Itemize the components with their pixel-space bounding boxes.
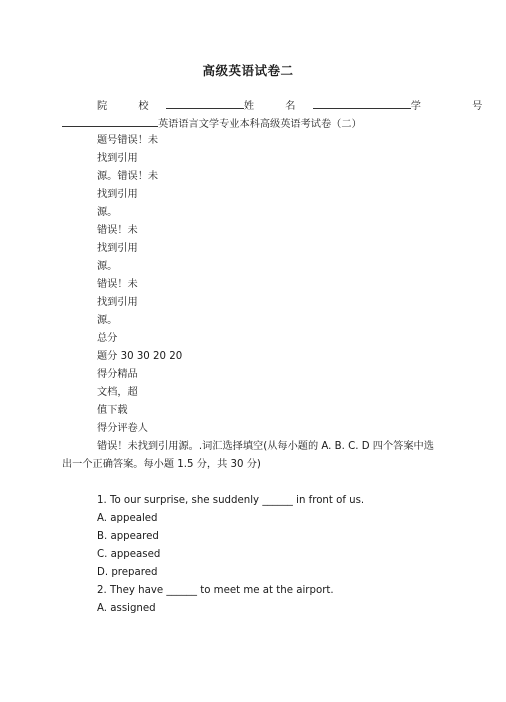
text-line: 题分 30 30 20 20 xyxy=(97,351,183,362)
question-option: A. appealed xyxy=(97,513,158,524)
document-title: 高级英语试卷二 xyxy=(202,63,294,78)
text-line: 找到引用 xyxy=(97,153,138,164)
text-line: 错误！未 xyxy=(97,279,138,290)
text-line: 总分 xyxy=(97,333,118,344)
text-line: 源。 xyxy=(97,207,118,218)
text-line: 找到引用 xyxy=(97,297,138,308)
question-option: C. appeased xyxy=(97,549,161,560)
id-blank xyxy=(62,116,158,127)
text-line: 题号错误！未 xyxy=(97,135,159,146)
text-line: 源。 xyxy=(97,261,118,272)
name-label: 姓 名 xyxy=(243,101,310,112)
question-option: A. assigned xyxy=(97,603,156,614)
question-stem: 1. To our surprise, she suddenly ______ in front of us. xyxy=(97,495,365,506)
section-instruction: 错误！未找到引用源。.词汇选择填空(从每小题的 A. B. C. D 四个答案中选出一个正确答案。每小题 1.5 分，共 30 分) xyxy=(62,441,434,470)
college-blank xyxy=(166,98,244,109)
question-option: B. appeared xyxy=(97,531,159,542)
id-field xyxy=(411,97,506,112)
text-line: 源。 xyxy=(97,315,118,326)
text-line: 值下载 xyxy=(97,405,128,416)
text-line: 找到引用 xyxy=(97,189,138,200)
text-line: 错误！未 xyxy=(97,225,138,236)
student-info-row xyxy=(97,97,506,112)
text-line: 找到引用 xyxy=(97,243,138,254)
subtitle-row xyxy=(62,115,362,130)
name-field xyxy=(244,97,411,112)
id-label: 学 号 xyxy=(410,101,506,112)
text-line: 文档，超 xyxy=(97,387,138,398)
college-label: 院 校 xyxy=(97,101,163,112)
question-option: D. prepared xyxy=(97,567,158,578)
text-line: 源。错误！未 xyxy=(97,171,159,182)
text-line: 得分评卷人 xyxy=(97,423,148,434)
name-blank xyxy=(313,98,411,109)
text-line: 得分精品 xyxy=(97,369,138,380)
college-field xyxy=(97,97,244,112)
question-stem: 2. They have ______ to meet me at the airport. xyxy=(97,585,334,596)
exam-subtitle: 英语语言文学专业本科高级英语考试卷（二） xyxy=(158,119,362,130)
